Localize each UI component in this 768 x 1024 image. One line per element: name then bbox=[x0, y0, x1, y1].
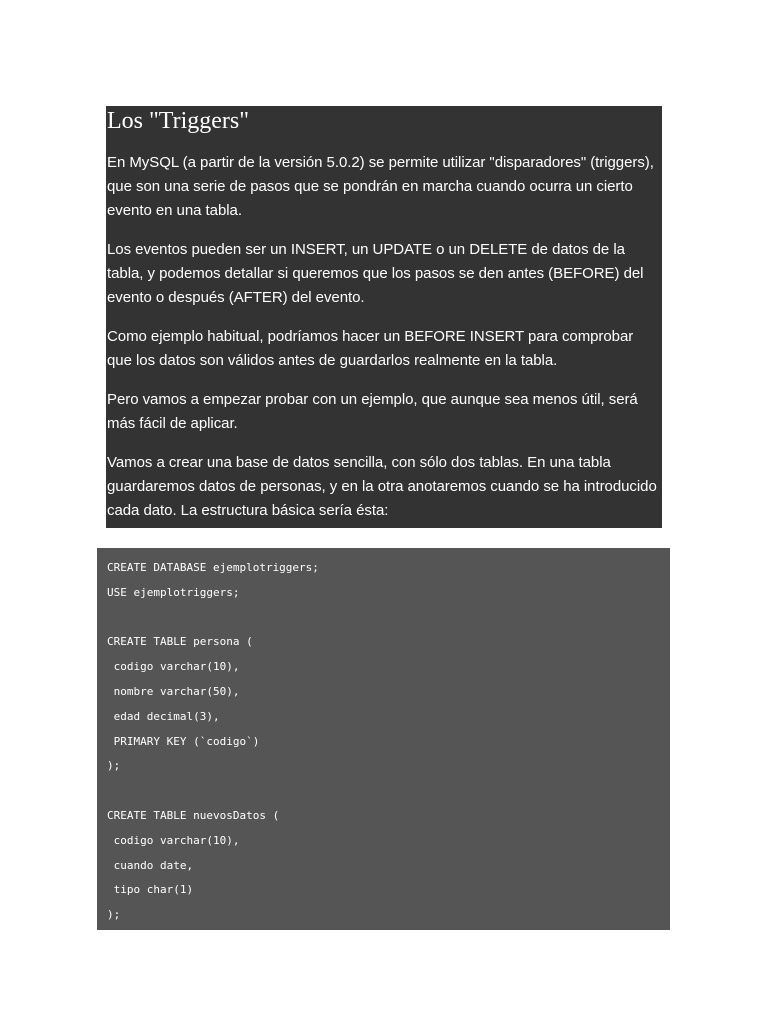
code-line: CREATE TABLE nuevosDatos ( bbox=[107, 808, 280, 822]
code-line: PRIMARY KEY (`codigo`) bbox=[107, 734, 260, 748]
code-line: edad decimal(3), bbox=[107, 709, 220, 723]
article-text-block bbox=[106, 106, 662, 528]
code-line: CREATE DATABASE ejemplotriggers; bbox=[107, 561, 319, 574]
article-title: Los "Triggers" bbox=[107, 108, 250, 134]
code-line: codigo varchar(10), bbox=[107, 833, 240, 847]
code-line: tipo char(1) bbox=[107, 883, 194, 897]
code-line: USE ejemplotriggers; bbox=[107, 585, 240, 599]
code-line: ); bbox=[107, 759, 121, 773]
article-paragraph-4: Pero vamos a empezar probar con un ejemplo, que aunque sea menos útil, será más fácil de aplicar. bbox=[107, 391, 638, 432]
sql-code-block bbox=[97, 548, 670, 930]
article-paragraph-3: Como ejemplo habitual, podríamos hacer un BEFORE INSERT para comprobar que los datos son válidos antes de guardarlos realmente en la tabla. bbox=[107, 328, 634, 369]
code-line: cuando date, bbox=[107, 858, 194, 872]
code-line bbox=[107, 779, 660, 804]
article-paragraph-2: Los eventos pueden ser un INSERT, un UPDATE o un DELETE de datos de la tabla, y podemos detallar si queremos que los pasos se den antes (BEFORE) del evento o después (AFTER) del evento. bbox=[107, 241, 644, 306]
article-paragraph-1: En MySQL (a partir de la versión 5.0.2) se permite utilizar "disparadores" (triggers), que son una serie de pasos que se pondrán en marcha cuando ocurra un cierto evento en una tabla. bbox=[107, 154, 654, 219]
code-line: nombre varchar(50), bbox=[107, 684, 240, 698]
article-paragraph-5: Vamos a crear una base de datos sencilla, con sólo dos tablas. En una tabla guardaremos datos de personas, y en la otra anotaremos cuando se ha introducido cada dato. La estructura básica sería ésta: bbox=[107, 454, 657, 519]
code-line: CREATE TABLE persona ( bbox=[107, 635, 253, 649]
code-line: ); bbox=[107, 908, 121, 922]
code-line: codigo varchar(10), bbox=[107, 660, 240, 674]
code-line bbox=[107, 606, 660, 631]
